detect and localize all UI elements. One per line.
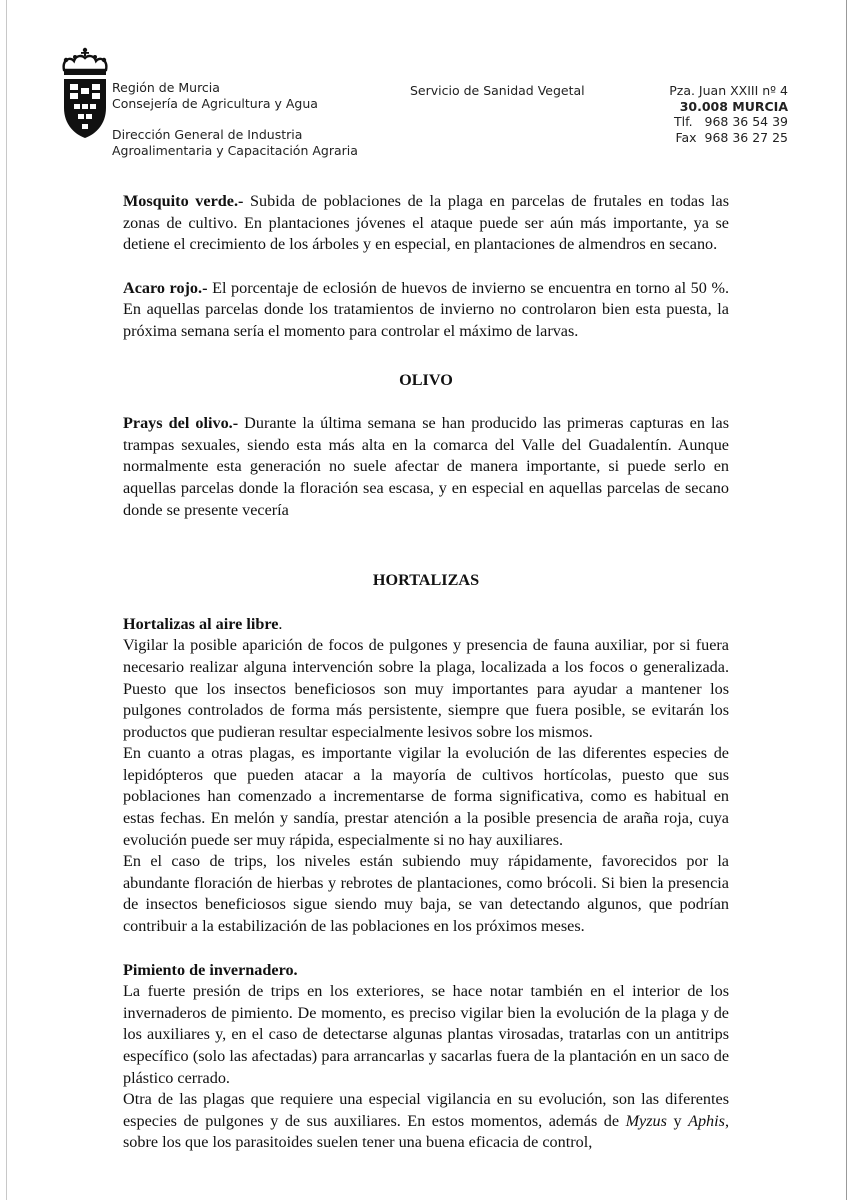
pest-text-prays: Durante la última semana se han producido las primeras capturas en las trampas sexuales, siendo esta más alta en la comarca del Valle del Guadalentín. Aunque normalmente esta generación no suele afectar de manera importante, si puede serlo en aquellas parcelas donde la floración sea escasa, y en especial en aquellas parcelas de secano donde se presente vecería: [123, 414, 729, 519]
service-name: Servicio de Sanidad Vegetal: [410, 83, 585, 98]
species-myzus: Myzus: [625, 1111, 667, 1130]
bulletin-body: [123, 191, 729, 1154]
paragraph-aire-libre-1: Vigilar la posible aparición de focos de pulgones y presencia de fauna auxiliar, por si fuera necesario realizar alguna intervención sobre la plaga, localizada a los focos o generalizada. Puesto que los insectos beneficiosos son muy importantes para ayudar a mantener los pulgones controlados de forma más persistente, siempre que fuera posible, se evitarán los productos que pudieran resultar especialmente lesivos sobre los mismos.: [123, 636, 729, 741]
paragraph-prays-olivo: [123, 413, 729, 521]
direction-line-1: Dirección General de Industria: [112, 127, 303, 142]
pimiento-2-end: , sobre los que los parasitoides suelen tener una buena eficacia de control,: [123, 1111, 729, 1152]
fax-number: Fax 968 36 27 25: [675, 129, 788, 145]
address-block: [669, 83, 788, 145]
pest-title-mosquito: Mosquito verde.-: [123, 192, 244, 210]
page-edge-left: [6, 0, 7, 1200]
paragraph-mosquito-verde: [123, 191, 729, 256]
address-city: 30.008 MURCIA: [679, 98, 788, 114]
subheading-aire-libre-period: .: [278, 614, 283, 633]
phone-number: Tlf. 968 36 54 39: [674, 114, 788, 129]
direction-block: [112, 127, 358, 159]
subheading-aire-libre-text: Hortalizas al aire libre: [123, 614, 279, 633]
pest-text-mosquito: Subida de poblaciones de la plaga en parcelas de frutales en todas las zonas de cultivo. En plantaciones jóvenes el ataque puede ser aún más importante, ya se detiene el crecimiento de los árboles y en especial, en plantaciones de almendros en secano.: [123, 192, 730, 254]
pest-title-prays: Prays del olivo.-: [123, 414, 239, 433]
letterhead: [0, 0, 850, 170]
paragraph-acaro-rojo: [123, 278, 729, 343]
species-aphis: Aphis: [688, 1111, 725, 1130]
address-street: Pza. Juan XXIII nº 4: [669, 83, 788, 98]
region-name: Región de Murcia: [112, 80, 220, 95]
pest-text-acaro: El porcentaje de eclosión de huevos de invierno se encuentra en torno al 50 %. En aquellas parcelas donde los tratamientos de invierno no controlaron bien esta puesta, la próxima semana sería el momento para controlar el máximo de larvas.: [123, 278, 729, 340]
section-heading-hortalizas: HORTALIZAS: [372, 571, 480, 590]
pimiento-2-start: Otra de las plagas que requiere una especial vigilancia en su evolución, son las diferentes especies de pulgones y de sus auxiliares. En estos momentos, además de: [123, 1090, 729, 1130]
paragraph-aire-libre-3: En el caso de trips, los niveles están subiendo muy rápidamente, favorecidos por la abundante floración de hierbas y rebrotes de plantaciones, como brócoli. Si bien la presencia de insectos beneficiosos sigue siendo muy baja, se van detectando algunos, que podrían contribuir a la estabilización de las poblaciones en los próximos meses.: [123, 852, 729, 936]
page-edge-right: [846, 0, 847, 1200]
pest-title-acaro: Acaro rojo.-: [123, 278, 208, 297]
paragraph-pimiento-2: [123, 1089, 729, 1154]
subheading-aire-libre: [123, 614, 729, 636]
pimiento-2-mid: y: [666, 1111, 689, 1130]
ministry-name: Consejería de Agricultura y Agua: [112, 96, 318, 111]
region-crest-icon: [60, 46, 110, 142]
direction-line-2: Agroalimentaria y Capacitación Agraria: [112, 143, 358, 158]
paragraph-aire-libre-2: En cuanto a otras plagas, es importante vigilar la evolución de las diferentes especies de lepidópteros que pueden atacar a la mayoría de cultivos hortícolas, puesto que sus poblaciones han comenzado a incrementarse de forma significativa, como es habitual en estas fechas. En melón y sandía, prestar atención a la posible presencia de araña roja, cuya evolución puede ser muy rápida, especialmente si no hay auxiliares.: [123, 744, 729, 849]
region-block: [112, 80, 318, 112]
paragraph-pimiento-1: La fuerte presión de trips en los exteriores, se hace notar también en el interior de los invernaderos de pimiento. De momento, es preciso vigilar bien la evolución de la plaga y de los auxiliares y, en el caso de detectarse algunas plantas virosadas, tratarlas con un antitrips específico (solo las afectadas) para arrancarlas y sacarlas fuera de la plantación en un saco de plástico cerrado.: [123, 982, 729, 1087]
section-heading-olivo: OLIVO: [399, 370, 453, 389]
subheading-pimiento: Pimiento de invernadero.: [123, 960, 298, 979]
